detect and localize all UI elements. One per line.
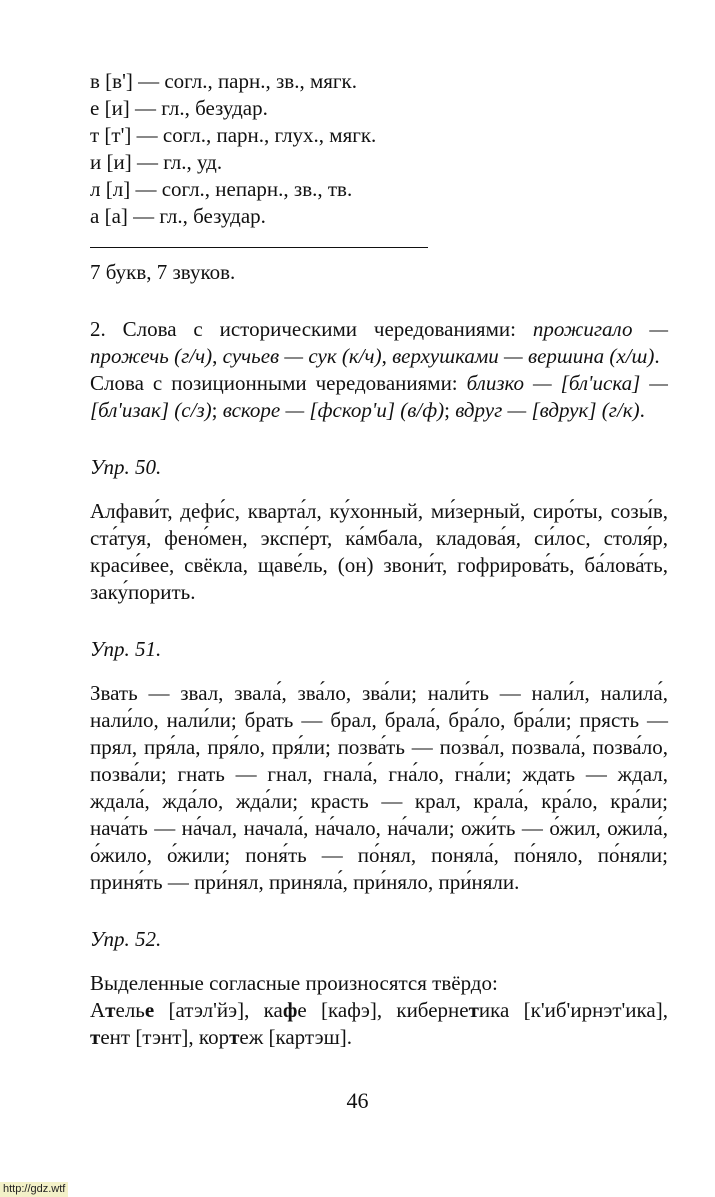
phonetic-line: е [и] — гл., безудар.: [90, 96, 268, 120]
phonetic-line: а [а] — гл., безудар.: [90, 204, 266, 228]
page-content: [90, 68, 668, 1051]
horizontal-rule: [90, 247, 428, 248]
phonetic-analysis-list: [90, 68, 668, 230]
letters-sounds-summary: 7 букв, 7 звуков.: [90, 260, 236, 284]
historical-alternations-paragraph: 2. Слова с историческими чередованиями: прожигало — прожечь (г/ч), сучьев — сук (к/ч), верхушками — вершина (х/ш).: [90, 317, 668, 368]
page-number: 46: [346, 1088, 369, 1113]
exercise-50-heading: Упр. 50.: [90, 455, 162, 479]
positional-alternations-paragraph: Слова с позиционными чередованиями: близко — [бл'иска] — [бл'изак] (с/з); вскоре — [фскор'и] (в/ф); вдруг — [вдрук] (г/к).: [90, 371, 668, 422]
phonetic-line: и [и] — гл., уд.: [90, 150, 223, 174]
phonetic-line: л [л] — согл., непарн., зв., тв.: [90, 177, 353, 201]
exercise-50-text: Алфави́т, дефи́с, кварта́л, ку́хонный, ми́зерный, сиро́ты, созы́в, ста́туя, фено́мен, экспе́рт, ка́мбала, кладова́я, си́лос, столя́р, краси́вее, свёкла, щаве́ль, (он) звони́т, гофрирова́ть, ба́лова́ть, заку́порить.: [90, 499, 668, 604]
exercise-51-heading: Упр. 51.: [90, 637, 162, 661]
exercise-52-text: Ателье [атэл'йэ], кафе [кафэ], кибернетика [к'иб'ирнэт'ика], тент [тэнт], кортеж [картэш].: [90, 998, 668, 1049]
exercise-52-heading: Упр. 52.: [90, 927, 162, 951]
phonetic-line: в [в'] — согл., парн., зв., мягк.: [90, 69, 357, 93]
exercise-51-text: Звать — звал, звала́, зва́ло, зва́ли; нали́ть — нали́л, налила́, нали́ло, нали́ли; брать — брал, брала́, бра́ло, бра́ли; прясть — прял, пря́ла, пря́ло, пря́ли; позва́ть — позва́л, позвала́, позва́ло, позва́ли; гнать — гнал, гнала́, гна́ло, гна́ли; ждать — ждал, ждала́, жда́ло, жда́ли; красть — крал, крала́, кра́ло, кра́ли; нача́ть — на́чал, начала́, на́чало, на́чали; ожи́ть — о́жил, ожила́, о́жило, о́жили; поня́ть — по́нял, поняла́, по́няло, по́няли; приня́ть — при́нял, приняла́, при́няло, при́няли.: [90, 681, 668, 894]
phonetic-line: т [т'] — согл., парн., глух., мягк.: [90, 123, 377, 147]
watermark-link[interactable]: http://gdz.wtf: [0, 1182, 68, 1197]
exercise-52-intro: Выделенные согласные произносятся твёрдо:: [90, 971, 498, 995]
